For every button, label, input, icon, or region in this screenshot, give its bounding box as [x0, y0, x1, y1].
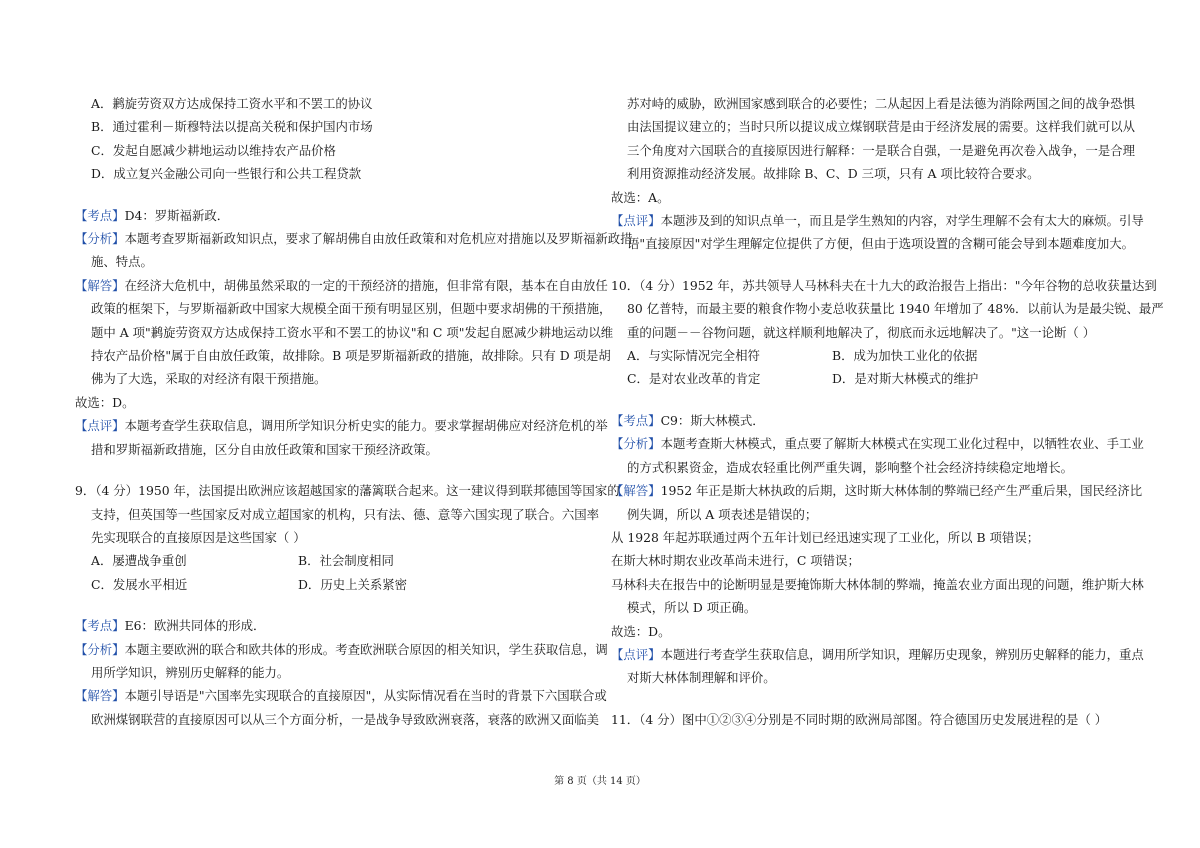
q9-option-b: B．社会制度相同 [298, 553, 394, 569]
q9-jieda-cont: 由法国提议建立的；当时只所以提议成立煤钢联营是由于经济发展的需要。这样我们就可以从 [627, 119, 1136, 135]
q8-kaodian: 【考点】D4：罗斯福新政． [75, 207, 230, 223]
q10-options-row [611, 367, 1131, 390]
jieda-tag: 【解答】 [75, 688, 125, 704]
q8-option-a: A．鹣旋劳资双方达成保持工资水平和不罢工的协议 [91, 96, 373, 111]
q9-option-d: D．历史上关系紧密 [298, 576, 408, 592]
fenxi-tag: 【分析】 [611, 436, 661, 452]
q8-dianping-cont: 措和罗斯福新政措施，区分自由放任政策和国家干预经济政策。 [91, 441, 438, 457]
q9-fenxi: 【分析】本题主要欧洲的联合和欧共体的形成。考查欧洲联合原因的相关知识，学生获取信息，调 [75, 641, 608, 657]
q9-stem: 9．（4 分）1950 年，法国提出欧洲应该超越国家的藩篱联合起来。这一建议得到联邦德国等国家的 [75, 483, 620, 499]
q10-stem: 10．（4 分）1952 年，苏共领导人马林科夫在十九大的政治报告上指出："今年谷物的总收获量达到 [611, 277, 1157, 293]
q8-jieda-line: 题中 A 项"鹣旋劳资双方达成保持工资水平和不罢工的协议"和 C 项"发起自愿减少耕地运动以维 [91, 324, 614, 340]
q10-options-row [611, 344, 1131, 367]
q9-dianping-cont: 语"直接原因"对学生理解定位提供了方便，但由于选项设置的含糊可能会导到本题难度加大。 [627, 236, 1135, 252]
q8-option-c: C．发起自愿减少耕地运动以维持农产品价格 [91, 142, 336, 158]
q10-option-a: A．与实际情况完全相符 [627, 348, 760, 364]
q9-fenxi-cont: 用所学知识，辨别历史解释的能力。 [91, 664, 290, 680]
q10-stem-cont: 重的问题－－谷物问题，就这样顺利地解决了，彻底而永远地解决了。"这一论断（ ） [627, 324, 1096, 340]
fenxi-tag: 【分析】 [75, 231, 125, 247]
q10-jieda-more-cont: 模式，所以 D 项正确。 [627, 600, 757, 616]
q8-option-b: B．通过霍利－斯穆特法以提高关税和保护国内市场 [91, 119, 373, 135]
q10-fenxi-cont: 的方式积累资金，造成农轻重比例严重失调，影响整个社会经济持续稳定地增长。 [627, 459, 1074, 475]
q10-dianping-cont: 对斯大林体制理解和评价。 [627, 670, 776, 686]
q9-stem-cont: 支持，但英国等一些国家反对成立超国家的机构，只有法、德、意等六国实现了联合。六国率 [91, 506, 600, 522]
q8-jieda-line: 政策的框架下，与罗斯福新政中国家大规模全面干预有明显区别，但题中要求胡佛的干预措施， [91, 301, 612, 317]
q9-jieda: 【解答】本题引导语是"六国率先实现联合的直接原因"，从实际情况看在当时的背景下六国联合或 [75, 688, 607, 704]
q10-fenxi: 【分析】本题考查斯大林模式，重点要了解斯大林模式在实现工业化过程中，以牺牲农业、手工业 [611, 436, 1144, 452]
q9-jieda-cont: 欧洲煤钢联营的直接原因可以从三个方面分析，一是战争导致欧洲衰落，衰落的欧洲又面临美 [91, 711, 600, 727]
q9-jieda-cont: 利用资源推动经济发展。故排除 B、C、D 三项，只有 A 项比较符合要求。 [627, 166, 1040, 182]
q8-option-d: D．成立复兴金融公司向一些银行和公共工程贷款 [91, 166, 362, 182]
dianping-tag: 【点评】 [611, 213, 661, 229]
q10-jieda: 【解答】1952 年正是斯大林执政的后期，这时斯大林体制的弊端已经产生严重后果，国民经济比 [611, 483, 1143, 499]
dianping-tag: 【点评】 [611, 646, 661, 662]
left-column [75, 92, 633, 731]
kaodian-tag: 【考点】 [75, 207, 125, 223]
q8-answer: 故选：D。 [75, 394, 135, 410]
page-number-footer: 第 8 页（共 14 页） [554, 776, 646, 787]
q9-kaodian: 【考点】E6：欧洲共同体的形成． [75, 618, 266, 634]
fenxi-tag: 【分析】 [75, 641, 125, 657]
q11-stem: 11．（4 分）图中①②③④分别是不同时期的欧洲局部图。符合德国历史发展进程的是（ ） [611, 711, 1108, 727]
q8-jieda-line: 佛为了大选，采取的对经济有限干预措施。 [91, 371, 327, 387]
q9-jieda-cont: 苏对峙的威胁，欧洲国家感到联合的必要性；二从起因上看是法德为消除两国之间的战争恐惧 [627, 96, 1136, 111]
q10-jieda-more: 马林科夫在报告中的论断明显是要掩饰斯大林体制的弊端，掩盖农业方面出现的问题，维护斯大林 [611, 576, 1144, 592]
q9-answer: 故选：A。 [611, 189, 670, 205]
q10-stem-cont: 80 亿普特，而最主要的粮食作物小麦总收获量比 1940 年增加了 48%．以前认为是最尖锐、最严 [627, 301, 1164, 317]
q10-jieda-more: 从 1928 年起苏联通过两个五年计划已经迅速实现了工业化，所以 B 项错误； [611, 529, 1040, 545]
q9-jieda-cont: 三个角度对六国联合的直接原因进行解释：一是联合自强，一是避免再次卷入战争，一是合理 [627, 142, 1136, 158]
q10-kaodian: 【考点】C9：斯大林模式． [611, 412, 765, 428]
right-column [611, 92, 1164, 731]
kaodian-tag: 【考点】 [611, 412, 661, 428]
q10-option-c: C．是对农业改革的肯定 [627, 371, 761, 387]
q10-answer: 故选：D。 [611, 623, 671, 639]
q9-option-a: A．屡遭战争重创 [91, 553, 187, 569]
q8-fenxi: 【分析】本题考查罗斯福新政知识点，要求了解胡佛自由放任政策和对危机应对措施以及罗斯福新政措 [75, 231, 633, 247]
q9-options-row [75, 549, 605, 572]
q10-option-d: D．是对斯大林模式的维护 [832, 371, 979, 387]
q10-dianping: 【点评】本题进行考查学生获取信息，调用所学知识，理解历史现象，辨别历史解释的能力，重点 [611, 646, 1144, 662]
q10-jieda-more: 在斯大林时期农业改革尚未进行，C 项错误； [611, 553, 860, 569]
q9-option-c: C．发展水平相近 [91, 576, 188, 592]
jieda-tag: 【解答】 [611, 483, 661, 499]
q10-option-b: B．成为加快工业化的依据 [832, 348, 978, 364]
q10-jieda-cont: 例失调，所以 A 项表述是错误的； [627, 506, 818, 522]
q8-jieda-line: 持农产品价格"属于自由放任政策，故排除。B 项是罗斯福新政的措施，故排除。只有 D 项是胡 [91, 348, 611, 364]
q8-fenxi-cont: 施、特点。 [91, 254, 153, 270]
dianping-tag: 【点评】 [75, 418, 125, 434]
q8-dianping: 【点评】本题考查学生获取信息，调用所学知识分析史实的能力。要求掌握胡佛应对经济危机的举 [75, 418, 608, 434]
q9-dianping: 【点评】本题涉及到的知识点单一，而且是学生熟知的内容，对学生理解不会有太大的麻烦。引导 [611, 213, 1144, 229]
q9-options-row [75, 573, 605, 596]
q9-stem-cont: 先实现联合的直接原因是这些国家（ ） [91, 529, 306, 545]
kaodian-tag: 【考点】 [75, 618, 125, 634]
q8-jieda: 【解答】在经济大危机中，胡佛虽然采取的一定的干预经济的措施，但非常有限，基本在自由放任 [75, 277, 608, 293]
jieda-tag: 【解答】 [75, 277, 125, 293]
